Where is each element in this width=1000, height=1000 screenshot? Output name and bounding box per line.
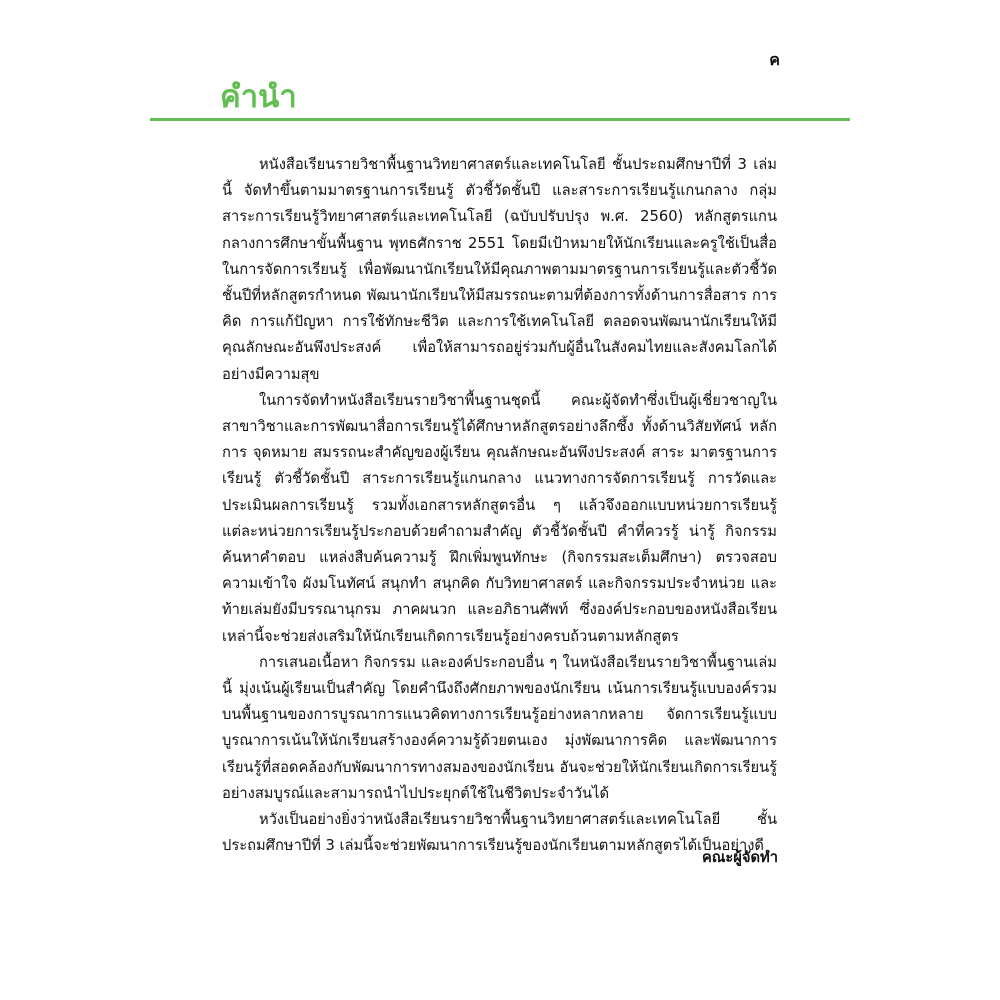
page-title: คำนำ bbox=[220, 79, 297, 115]
paragraph: หวังเป็นอย่างยิ่งว่าหนังสือเรียนรายวิชาพื้นฐานวิทยาศาสตร์และเทคโนโลยี ชั้นประถมศึกษาปีที่ 3 เล่มนี้จะช่วยพัฒนาการเรียนรู้ของนักเรียนตามหลักสูตรได้เป็นอย่างดี bbox=[222, 811, 777, 855]
page-number: ค bbox=[769, 50, 780, 69]
paragraph: การเสนอเนื้อหา กิจกรรม และองค์ประกอบอื่น ๆ ในหนังสือเรียนรายวิชาพื้นฐานเล่มนี้ มุ่งเน้นผู้เรียนเป็นสำคัญ โดยคำนึงถึงศักยภาพของนักเรียน เน้นการเรียนรู้แบบองค์รวมบนพื้นฐานของการบูรณาการแนวคิดทางการเรียนรู้อย่างหลากหลาย จัดการเรียนรู้แบบบูรณาการเน้นให้นักเรียนสร้างองค์ความรู้ด้วยตนเอง มุ่งพัฒนาการคิด และพัฒนาการเรียนรู้ที่สอดคล้องกับพัฒนาการทางสมองของนักเรียน อันจะช่วยให้นักเรียนเกิดการเรียนรู้อย่างสมบูรณ์และสามารถนำไปประยุกต์ใช้ในชีวิตประจำวันได้ bbox=[222, 653, 777, 802]
preface-body bbox=[222, 152, 777, 859]
heading-underline bbox=[150, 118, 850, 121]
paragraph: หนังสือเรียนรายวิชาพื้นฐานวิทยาศาสตร์และเทคโนโลยี ชั้นประถมศึกษาปีที่ 3 เล่มนี้ จัดทำขึ้นตามมาตรฐานการเรียนรู้ ตัวชี้วัดชั้นปี และสาระการเรียนรู้แกนกลาง กลุ่มสาระการเรียนรู้วิทยาศาสตร์และเทคโนโลยี (ฉบับปรับปรุง พ.ศ. 2560) หลักสูตรแกนกลางการศึกษาขั้นพื้นฐาน พุทธศักราช 2551 โดยมีเป้าหมายให้นักเรียนและครูใช้เป็นสื่อในการจัดการเรียนรู้ เพื่อพัฒนานักเรียนให้มีคุณภาพตามมาตรฐานการเรียนรู้และตัวชี้วัดชั้นปีที่หลักสูตรกำหนด พัฒนานักเรียนให้มีสมรรถนะตามที่ต้องการทั้งด้านการสื่อสาร การคิด การแก้ปัญหา การใช้ทักษะชีวิต และการใช้เทคโนโลยี ตลอดจนพัฒนานักเรียนให้มีคุณลักษณะอันพึงประสงค์ เพื่อให้สามารถอยู่ร่วมกับผู้อื่นในสังคมไทยและสังคมโลกได้อย่างมีความสุข bbox=[222, 156, 777, 383]
signature: คณะผู้จัดทำ bbox=[701, 849, 778, 866]
paragraph: ในการจัดทำหนังสือเรียนรายวิชาพื้นฐานชุดนี้ คณะผู้จัดทำซึ่งเป็นผู้เชี่ยวชาญในสาขาวิชาและการพัฒนาสื่อการเรียนรู้ได้ศึกษาหลักสูตรอย่างลึกซึ้ง ทั้งด้านวิสัยทัศน์ หลักการ จุดหมาย สมรรถนะสำคัญของผู้เรียน คุณลักษณะอันพึงประสงค์ สาระ มาตรฐานการเรียนรู้ ตัวชี้วัดชั้นปี สาระการเรียนรู้แกนกลาง แนวทางการจัดการเรียนรู้ การวัดและประเมินผลการเรียนรู้ รวมทั้งเอกสารหลักสูตรอื่น ๆ แล้วจึงออกแบบหน่วยการเรียนรู้ แต่ละหน่วยการเรียนรู้ประกอบด้วยคำถามสำคัญ ตัวชี้วัดชั้นปี คำที่ควรรู้ น่ารู้ กิจกรรม ค้นหาคำตอบ แหล่งสืบค้นความรู้ ฝึกเพิ่มพูนทักษะ (กิจกรรมสะเต็มศึกษา) ตรวจสอบความเข้าใจ ผังมโนทัศน์ สนุกทำ สนุกคิด กับวิทยาศาสตร์ และกิจกรรมประจำหน่วย และท้ายเล่มยังมีบรรณานุกรม ภาคผนวก และอภิธานศัพท์ ซึ่งองค์ประกอบของหนังสือเรียนเหล่านี้จะช่วยส่งเสริมให้นักเรียนเกิดการเรียนรู้อย่างครบถ้วนตามหลักสูตร bbox=[222, 391, 777, 645]
